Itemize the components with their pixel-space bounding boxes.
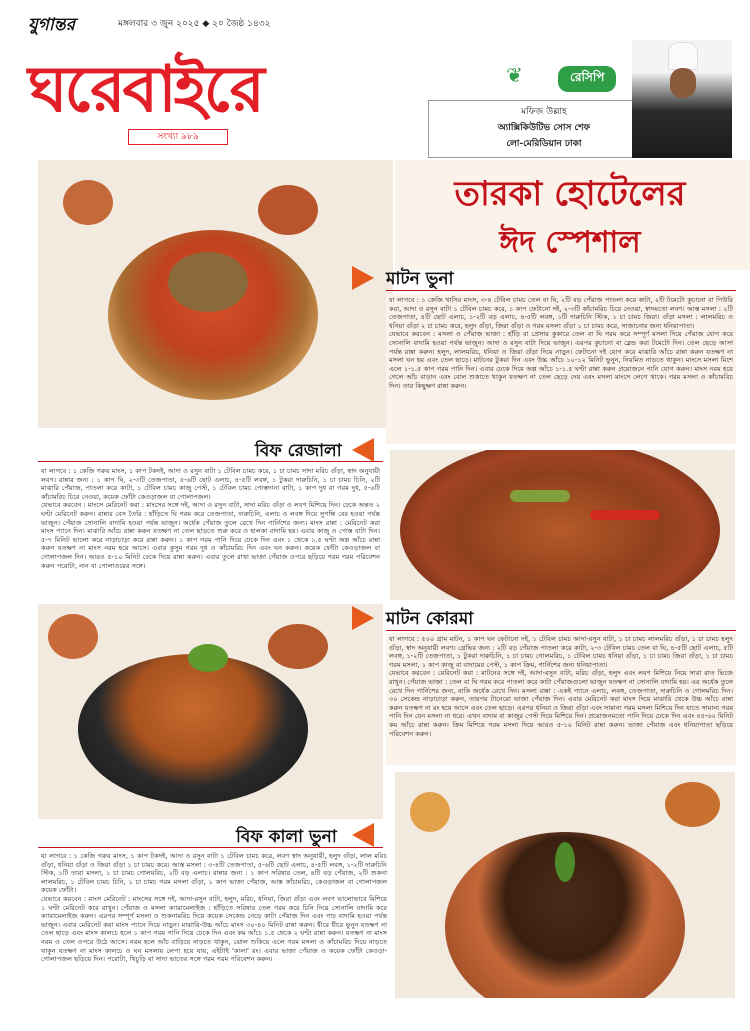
chef-hat-icon [668,42,698,70]
beef-rezala-title: বিফ রেজালা [255,441,342,461]
beef-kala-bhuna-photo [395,772,735,998]
mutton-korma-photo [38,604,383,819]
chef-title: অ্যাক্সিকিউটিভ সোস শেফ [497,123,591,133]
arrow-left-icon [352,823,374,847]
dateline: মঙ্গলবার ৩ জুন ২০২৫ ◆ ২০ জৈষ্ঠ ১৪৩২ [118,19,271,29]
mutton-korma-title: মাটন কোরমা [386,609,474,629]
beef-kala-bhuna-title: বিফ কালা ভুনা [236,827,337,847]
leaf-icon: ❦ [506,63,523,87]
arrow-right-icon [352,266,374,290]
divider [386,630,736,631]
divider [38,847,383,848]
headline-line1: তারকা হোটেলের [454,174,686,214]
arrow-left-icon [352,438,374,462]
mutton-bhuna-photo [38,160,393,428]
chef-face [670,68,696,98]
beef-kala-bhuna-method: যেভাবে করবেন : মাংস মেরিনেট : মাংসের সঙ্গে দই, আদা-রসুন বাটা, হলুদ, মরিচ, ধনিয়া, জিরা গুঁড়া এবং লবণ ভালোভাবে মিশিয়ে ১ ঘণ্টা মেরিনেট করে রাখুন। পেঁয়াজ ও মসলা ক্যারামেলাইজ : হাঁড়িতে সরিষার তেল গরম করে চিনি দিয়ে সোনালি বাদামি করে ক্যারামেলাইজ করুন। এরপর সম্পূর্ণ মসলা ও শুকনামরিচ দিয়ে কয়েক সেকেন্ড নেড়ে কাটা পেঁয়াজ দিন এবং গাঢ় বাদামি হওয়া পর্যন্ত ভাজুন। এবার মেরিনেট করা মাংস প্যানে দিয়ে নাড়ুন। মাঝারি-উচ্চ আঁচে মাংস ৩০-৪০ মিনিট রান্না করুন। ধীরে ধীরে ভুনুন যতক্ষণ না তেল ছাড়ে এবং মাংস কালচে হলে ১ কাপ গরম পানি দিয়ে ঢেকে দিন এবং কম আঁচে ১.৫ থেকে ২ ঘণ্টা রান্না করুন। যতক্ষণ না মাংস নরম ও তেল ওপরে উঠে আসে। নরম হলে আঁচ বাড়িয়ে নাড়তে থাকুন, ঝোল শুকিয়ে এলে গরম মসলা ও কাঁচামরিচ দিয়ে নাড়তে থাকুন যতক্ষণ না মাংস কালচে ও ঘন মসলায় লেপা হয়ে যায়, এইটাই 'কালা' রং। এবার ভাজা পেঁয়াজ ও কয়েক ফোঁটা কেওড়া-গোলাপজল ছড়িয়ে দিন। পরোটা, খিচুড়ি বা সাদা ভাতের সঙ্গে গরম গরম পরিবেশন করুন। [41,894,387,964]
recipe-badge: রেসিপি [558,66,616,92]
chef-photo [632,40,732,158]
issue-number: সংখ্যা ৯৮৯ [128,129,228,145]
paper-name: যুগান্তর [28,15,75,35]
beef-rezala-method: যেভাবে করবেন : মাংসে মেরিনেট করা : মাংসের সঙ্গে দই, আদা ও রসুন বাটা, সাদা মরিচ গুঁড়া ও লবণ মিশিয়ে দিন। ঢেকে অন্তত ২ ঘণ্টা মেরিনেট করুন। রান্নার বেস তৈরি : হাঁড়িতে ঘি গরম করে তেজপাতা, দারুচিনি, এলাচ ও লবঙ্গ দিয়ে সুগন্ধি বের হওয়া পর্যন্ত ভাজুন। পেঁয়াজ সোনালি বাদামি হওয়া পর্যন্ত ভাজুন। অর্ধেক পেঁয়াজ তুলে রেখে দিন গার্নিশের জন্য। মাংস রান্না : মেরিনেট করা মাংস প্যানে দিন। মাঝারি আঁচে রান্না করুন যতক্ষণ না তেল ছাড়তে শুরু করে ও হালকা বাদামি হয়। এবার কাজু ও পোস্ত বাটা দিন। ৫-৭ মিনিট ভালো করে নাড়াচাড়া করে রান্না করুন। ১ কাপ গরম পানি দিয়ে ঢেকে দিন এবং ১ থেকে ১.৫ ঘণ্টা অল্প আঁচে রান্না করুন যতক্ষণ না মাংস নরম হয়ে আসে। এবার কুসুম গরম দুধ ও কাঁচামরিচ দিন এবং ঘন করুন। কয়েক ফোঁটা কেওড়াজল বা গোলাপজল দিন। আরও ৫-১০ মিনিট ঢেকে দিয়ে রান্না করুন। এবার তুলে রাখা ভাজা পেঁয়াজ ওপরে ছড়িয়ে গরম গরম পরিবেশন করুন পরোটা, নান বা পোলাওয়ের সঙ্গে। [41,501,380,570]
beef-kala-bhuna-recipe [38,850,390,998]
beef-rezala-ingredients: যা লাগবে : ১ কেজি গরুর মাংস, ১ কাপ টকদই, আদা ও রসুন বাটা ১ টেবিল চামচ করে, ১ চা চামচ সাদা মরিচ গুঁড়া, স্বাদ অনুযায়ী লবণ। রান্নার জন্য : ১ কাপ ঘি, ২-৩টি তেজপাতা, ৫-৬টি ছোট এলাচ, ৪-৫টি লবঙ্গ, ১ টুকরা দারুচিনি, ১ চা চামচ চিনি, ২টি মাঝারি পেঁয়াজ, পাতলা করে কাটা, ১ টেবিল চামচ কাজু পেস্ট, ১ টেবিল চামচ পোস্তদানা বাটা, ১ কাপ দুধ বা গরম দুধ, ৫-৬টি কাঁচামরিচ চিরে নেওয়া, কয়েক ফোঁটা কেওড়াজল বা গোলাপজল। [41,467,380,501]
mutton-bhuna-title: মাটন ভুনা [386,269,454,289]
chef-place: লো-মেরিডিয়ান ঢাকা [506,139,582,149]
beef-kala-bhuna-ingredients: যা লাগবে : ১ কেজি গরুর মাংস, ১ কাপ টকদই, আদা ও রসুন বাটা ১ টেবিল চামচ করে, লবণ স্বাদ অনুযায়ী, হলুদ গুঁড়া, লাল মরিচ গুঁড়া, ধনিয়া গুঁড়া ও জিরা গুঁড়া ১ চা চামচ করে। আস্ত মসলা : ৩-৪টি তেজপাতা, ৫-৬টি ছোট এলাচ, ৪-৫টি লবঙ্গ, ১-২টি দারুচিনি স্টিক, ১টি তারা মসলা, ১ চা চামচ গোলমরিচ, ২টি বড় এলাচ। রান্নার জন্য : ১ কাপ সরিষার তেল, ৪টি বড় পেঁয়াজ, ২টি শুকনা লালমরিচ, ১ টেবিল চামচ চিনি, ১ চা চামচ গরম মসলা গুঁড়া, ১ কাপ ভাজা পেঁয়াজ, আস্ত কাঁচামরিচ, কেওড়াজল বা গোলাপজল কয়েক ফোঁটা। [41,852,387,895]
mutton-korma-method: যেভাবে করবেন : মেরিনেট করা : মাটনের সঙ্গে দই, আদা-রসুন বাটা, মরিচ গুঁড়া, হলুদ এবং লবণ মিশিয়ে নিয়ে সারা রাত ভিজে রাখুন। পেঁয়াজ ভাজা : তেল বা ঘি গরম করে পাতলা করে কাটা পেঁয়াজগুলো ভাজুন যতক্ষণ না সোনালি বাদামি হয়। এর অর্ধেক তুলে রেখে দিন গার্নিশের জন্য, বাকি অর্ধেক রেখে দিন। মসলা রান্না : একই প্যানে এলাচ, লবঙ্গ, তেজপাতা, দারুচিনি ও গোলমরিচ দিন। ৩০ সেকেন্ড নাড়াচাড়া করুন, তারপর টানেরো ভাজা পেঁয়াজ দিন। এবার মেরিনেট করা মাংস দিয়ে মাঝারি থেকে উচ্চ আঁচে রান্না করুন যতক্ষণ না রং হয়ে আসে এবং তেল ছাড়ে। এরপর ধনিয়া ও জিরা গুঁড়া এবং সামান্য গরম মসলা মিশিয়ে দিন যাতে সামান্য গরম পানি দিন যেন মসলা না ধরে। এখন বাদাম বা কাজুর পেস্ট দিয়ে মিশিয়ে দিন। প্রয়োজনমতো পানি দিয়ে ঢেকে দিন এবং ৪৫-৬০ মিনিট কম আঁচে রান্না করুন। ক্রিম মিশিয়ে গরম মসলা দিয়ে আরও ৫-১০ মিনিট রান্না করুন। ভাজা পেঁয়াজ এবং ধনিয়াপাতা ছড়িয়ে পরিবেশন করুন। [389,669,733,738]
mutton-korma-ingredients: যা লাগবে : ৫০০ গ্রাম মাটন, ১ কাপ ঘন ফেটানো দই, ১ টেবিল চামচ আদা-রসুন বাটা, ১ চা চামচ লালমরিচ গুঁড়া, ১ চা চামচ হলুদ গুঁড়া, স্বাদ অনুযায়ী লবণ। গ্রেভির জন্য : ২টি বড় পেঁয়াজ পাতলা করে কাটা, ২-৩ টেবিল চামচ তেল বা ঘি, ৪-৫টি ছোট এলাচ, ৫টি লবঙ্গ, ১-২টি তেজপাতা, ১ টুকরা দারুচিনি, ১ চা চামচ গোলমরিচ, ১ টেবিল চামচ ধনিয়া গুঁড়া, ১ চা চামচ জিরা গুঁড়া, ১ চা চামচ গরম মসলা, ১ কাপ কাজু বা বাদামের পেস্ট, ১ কাপ ক্রিম, গার্নিশের জন্য ধনিয়াপাতা। [389,635,733,669]
divider [386,290,736,291]
beef-rezala-recipe [38,465,383,600]
arrow-right-icon [352,606,374,630]
mutton-korma-recipe [386,633,736,765]
divider [38,461,383,462]
headline-line2: ঈদ স্পেশাল [499,225,641,260]
beef-rezala-photo [390,450,735,600]
mutton-bhuna-ingredients: যা লাগবে : ১ কেজি খাসির মাংস, ৩-৪ টেবিল চামচ তেল বা ঘি, ২টি বড় পেঁয়াজ পাতলা করে কাটা, ২টি টমেটো কুচানো বা পিউরি করা, আদা ও রসুন বাটা ১ টেবিল চামচ করে, ১ কাপ ফেটানো দই, ২-৩টি কাঁচামরিচ চিরে নেওয়া, স্বাদমতো লবণ। আস্ত মসলা : ২টি তেজপাতা, ৪টি ছোট এলাচ, ১-২টি বড় এলাচ, ৪-৫টি লবঙ্গ, ১টি দারুচিনি স্টিক, ১ চা চামচ জিরা। গুঁড়া মসলা : লালমরিচ ও ধনিয়া গুঁড়া ২ চা চামচ করে, হলুদ গুঁড়া, জিরা গুঁড়া ও গরম মসলা গুঁড়া ১ চা চামচ করে, সাজানোর জন্য ধনিয়াপাতা। [389,296,733,330]
chef-name: মফিজ উল্লাহ [521,107,567,117]
mutton-bhuna-method: যেভাবে করবেন : মসলা ও পেঁয়াজ ভাজা : হাঁড়ি বা প্রেসার কুকারে তেল বা ঘি গরম করে সম্পূর্ণ মসলা দিয়ে পেঁয়াজ যোগ করে সোনালি বাদামি হওয়া পর্যন্ত ভাজুন। আদা ও রসুন বাটা দিয়ে ভাজুন। এরপর কুচানো বা ব্লেন্ড করা টমেটো দিন। তেল ছেড়ে আসা পর্যন্ত রান্না করুন। হলুদ, লালমরিচ, ধনিয়া ও জিরা গুঁড়া দিয়ে নাড়ুন। ফেটানো দই যোগ করে মাঝারি আঁচে রান্না করুন যতক্ষণ না মসলা ঘন হয় এবং তেল ছাড়ে। মাটনের টুকরা দিন এবং উচ্চ আঁচে ১০-১২ মিনিট ভুনুন, নিয়মিত নাড়তে থাকুন। মাংসে মসলা মিশে এলে ১-১.৫ কাপ গরম পানি দিন। এবার ঢেকে দিয়ে অল্প আঁচে ১-১.৫ ঘণ্টা রান্না করুন প্রয়োজনে পানি যোগ করুন। মাংস নরম হয়ে গেলে আঁচ বাড়ান এবং বোল শুকাতে থাকুন যতক্ষণ না তেল ছেড়ে দেয় এবং মসলা মাংসে লেগে থাকে। গরম মসলা ও কাঁচামরিচ দিন। তার কিছুক্ষণ রান্না করুন। [389,330,733,390]
mutton-bhuna-recipe [386,294,736,444]
supplement-brand: ঘরেবাইরে [28,52,262,127]
